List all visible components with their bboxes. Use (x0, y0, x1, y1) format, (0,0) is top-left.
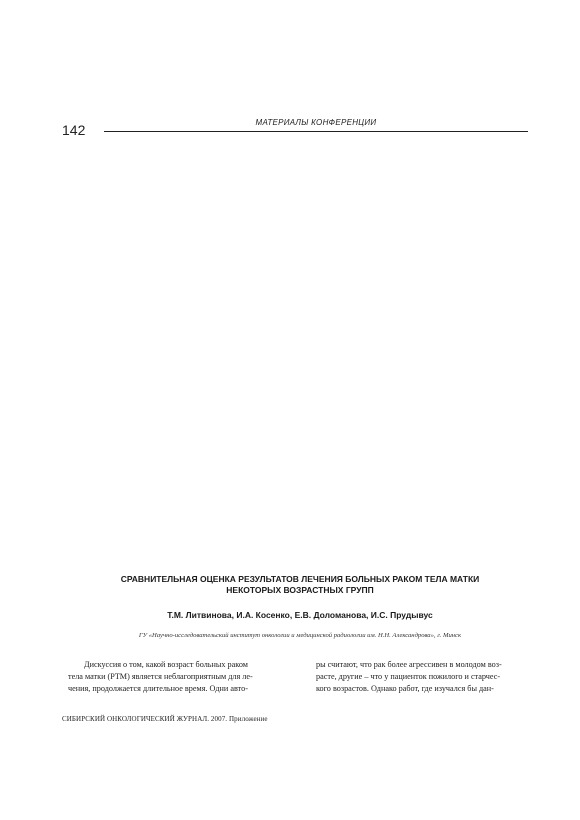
running-head: МАТЕРИАЛЫ КОНФЕРЕНЦИИ (255, 118, 377, 127)
body-line: чения, продолжается длительное время. Одни авто- (68, 684, 248, 694)
header-rule (104, 131, 528, 132)
title-line-1: СРАВНИТЕЛЬНАЯ ОЦЕНКА РЕЗУЛЬТАТОВ ЛЕЧЕНИЯ БОЛЬНЫХ РАКОМ ТЕЛА МАТКИ (120, 574, 480, 584)
body-line: ры считают, что рак более агрессивен в молодом воз- (316, 660, 502, 669)
article-title (80, 574, 520, 596)
body-column-left (68, 659, 280, 696)
affiliation: ГУ «Научно-исследовательский институт онкологии и медицинской радиологии им. Н.Н. Александрова», г. Минск (138, 632, 462, 639)
page-number: 142 (62, 122, 86, 138)
journal-footer: СИБИРСКИЙ ОНКОЛОГИЧЕСКИЙ ЖУРНАЛ. 2007. Приложение (62, 715, 268, 723)
body-column-right (316, 659, 528, 696)
authors: Т.М. Литвинова, И.А. Косенко, Е.В. Доломанова, И.С. Прудывус (167, 610, 433, 620)
title-line-2: НЕКОТОРЫХ ВОЗРАСТНЫХ ГРУПП (226, 585, 374, 595)
body-line: расте, другие – что у пациенток пожилого и старчес- (316, 672, 501, 682)
body-line: кого возрастов. Однако работ, где изучался бы дан- (316, 684, 494, 694)
body-line: тела матки (РТМ) является неблагоприятным для ле- (68, 672, 253, 682)
body-line: Дискуссия о том, какой возраст больных раком (84, 660, 248, 669)
